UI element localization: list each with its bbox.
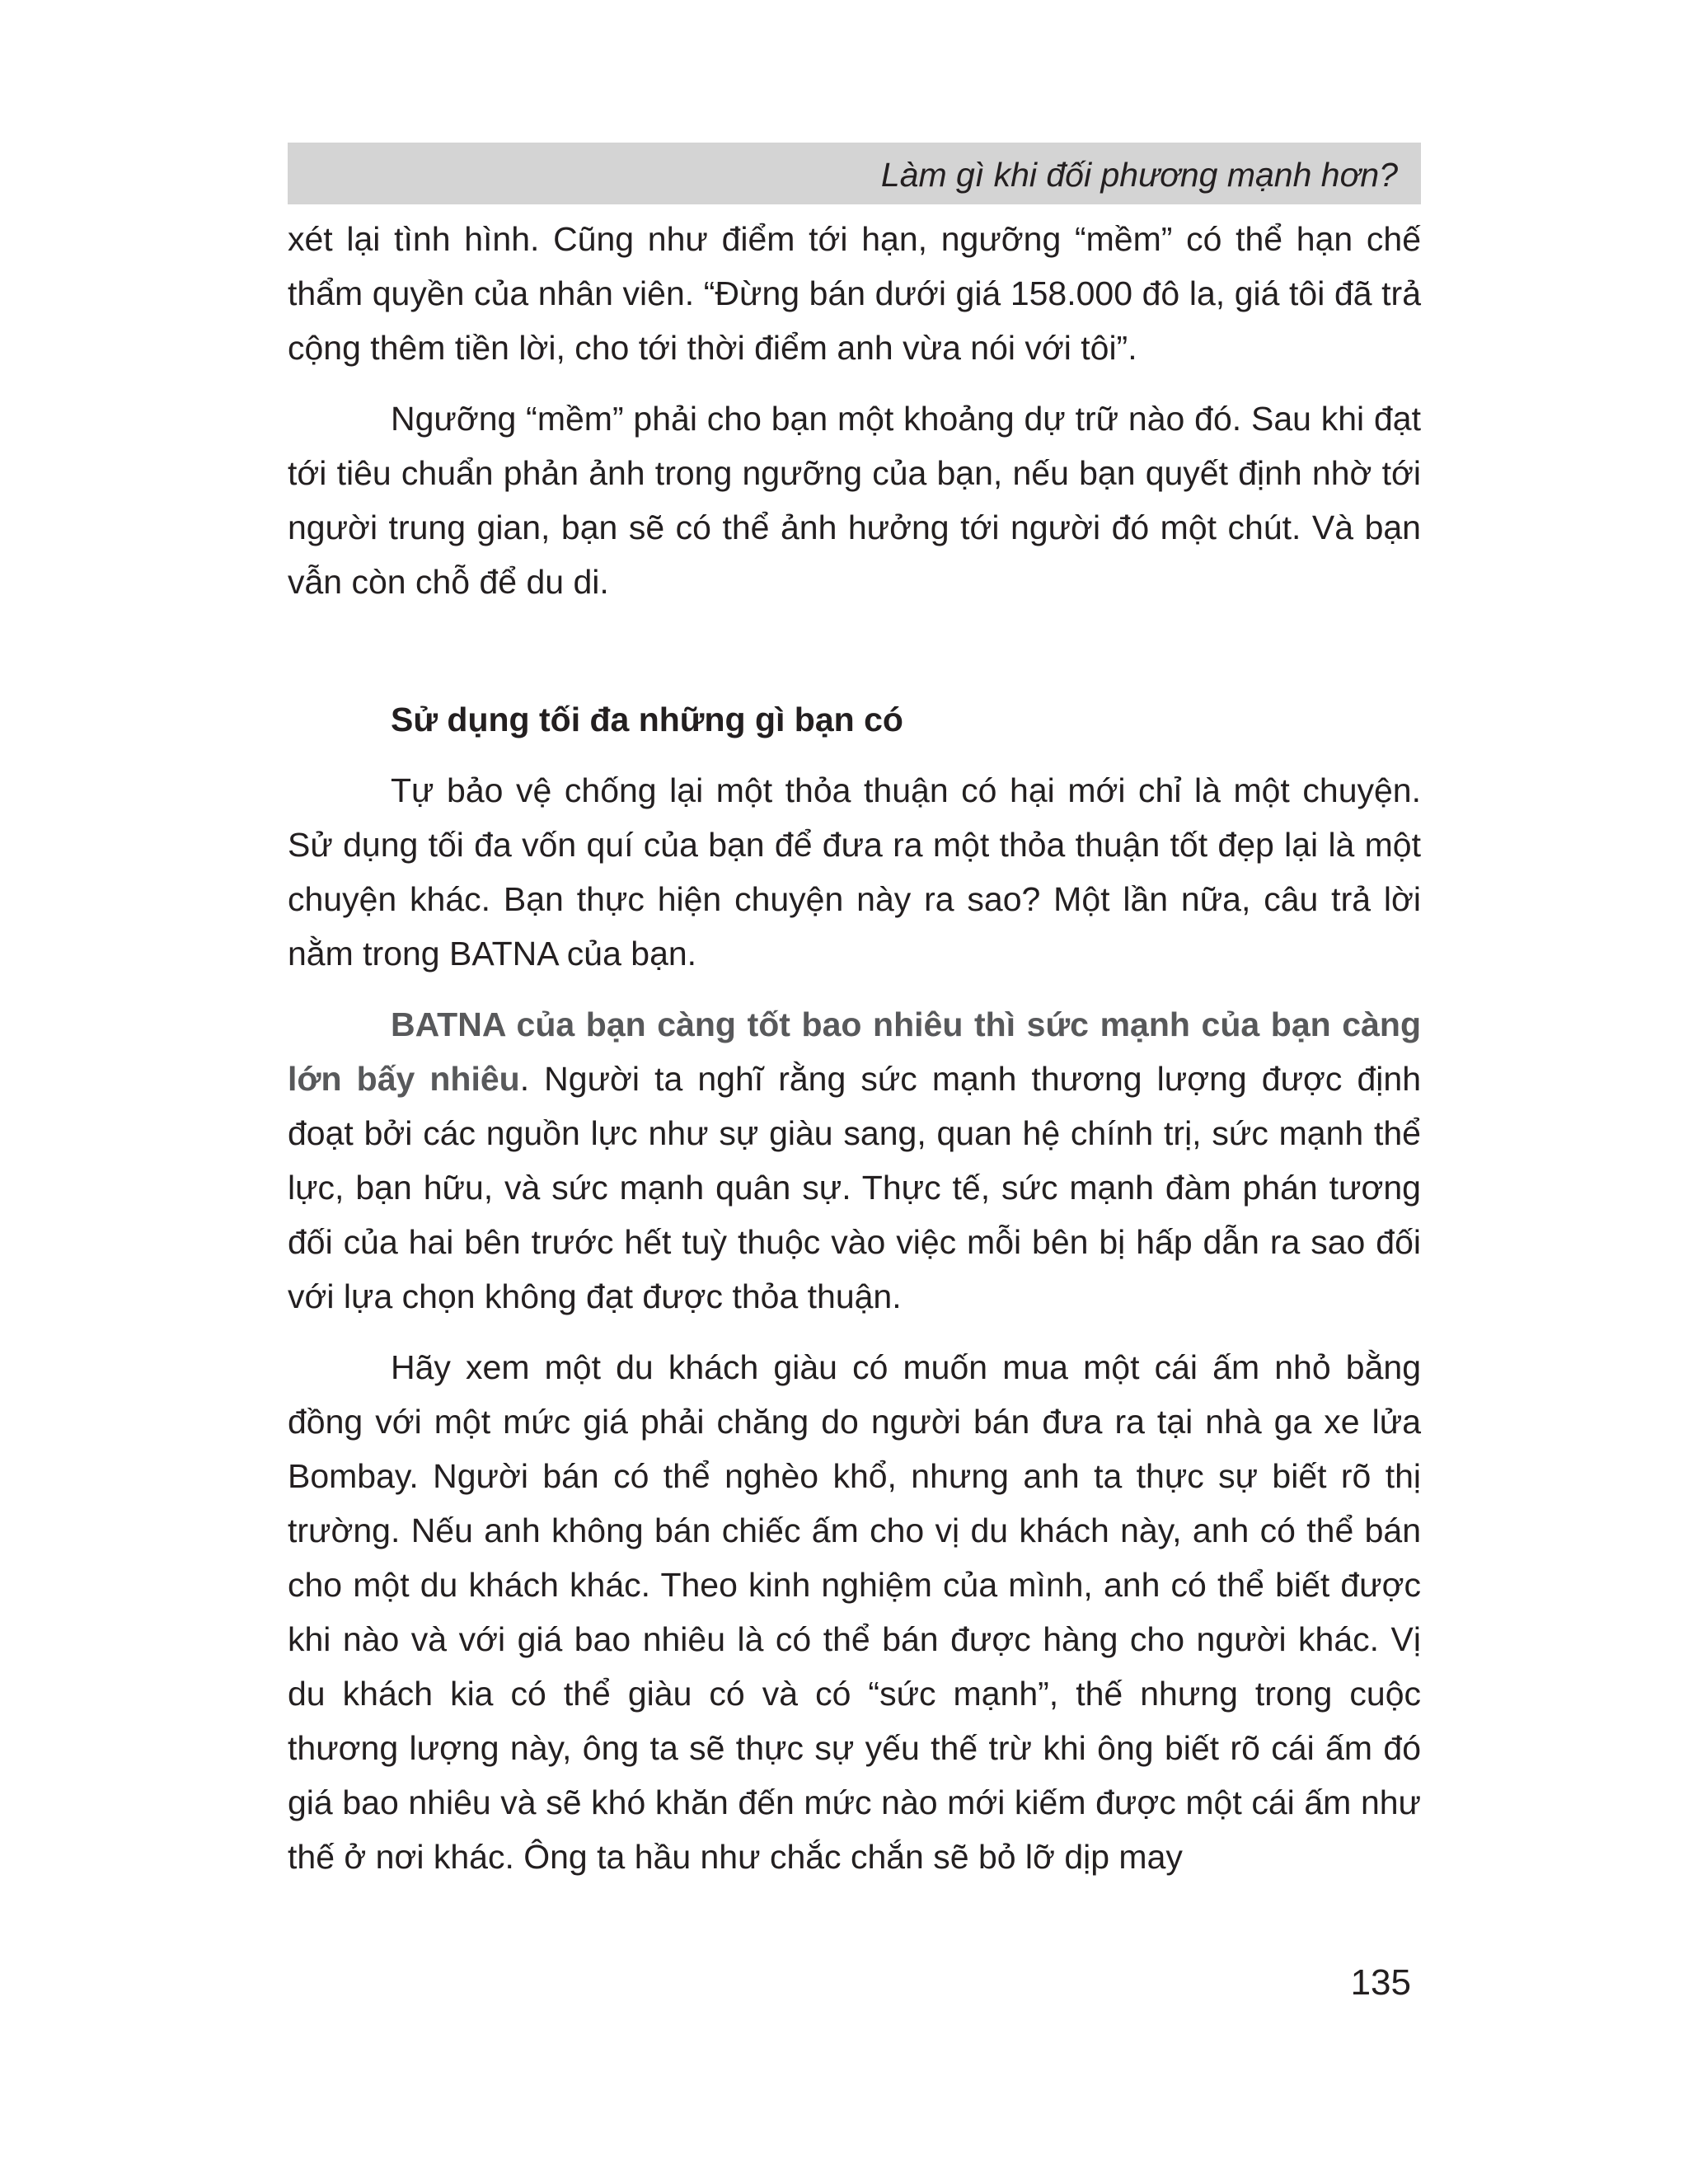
paragraph-intro: Tự bảo vệ chống lại một thỏa thuận có hại mới chỉ là một chuyện. Sử dụng tối đa vốn quí của bạn để đưa ra một thỏa thuận tốt đẹp lại là một chuyện khác. Bạn thực hiện chuyện này ra sao? Một lần nữa, câu trả lời nằm trong BATNA của bạn. <box>288 771 1421 972</box>
paragraph-text: . Người ta nghĩ rằng sức mạnh thương lượng được định đoạt bởi các nguồn lực như sự giàu sang, quan hệ chính trị, sức mạnh thể lực, bạn hữu, và sức mạnh quân sự. Thực tế, sức mạnh đàm phán tương đối của hai bên trước hết tuỳ thuộc vào việc mỗi bên bị hấp dẫn ra sao đối với lựa chọn không đạt được thỏa thuận. <box>288 1060 1422 1315</box>
emphasis-text: BATNA của bạn càng tốt bao nhiêu thì sức mạnh của bạn càng lớn bấy nhiêu <box>288 1005 1421 1098</box>
paragraph-continuation: xét lại tình hình. Cũng như điểm tới hạn, ngưỡng “mềm” có thể hạn chế thẩm quyền của nhân viên. “Đừng bán dưới giá 158.000 đô la, giá tôi đã trả cộng thêm tiền lời, cho tới thời điểm anh vừa nói với tôi”. <box>288 220 1421 367</box>
paragraph-batna-power <box>288 997 1421 1324</box>
page-number: 135 <box>1350 1962 1411 2003</box>
body-text-top <box>288 212 1421 609</box>
paragraph-soft-threshold: Ngưỡng “mềm” phải cho bạn một khoảng dự trữ nào đó. Sau khi đạt tới tiêu chuẩn phản ảnh trong ngưỡng của bạn, nếu bạn quyết định nhờ tới người trung gian, bạn sẽ có thể ảnh hưởng tới người đó một chút. Và bạn vẫn còn chỗ để du di. <box>288 400 1421 601</box>
running-header-bar <box>288 143 1421 204</box>
section-heading: Sử dụng tối đa những gì bạn có <box>391 701 903 738</box>
paragraph-bombay-example: Hãy xem một du khách giàu có muốn mua một cái ấm nhỏ bằng đồng với một mức giá phải chăng do người bán đưa ra tại nhà ga xe lửa Bombay. Người bán có thể nghèo khổ, nhưng anh ta thực sự biết rõ thị trường. Nếu anh không bán chiếc ấm cho vị du khách này, anh có thể bán cho một du khách khác. Theo kinh nghiệm của mình, anh có thể biết được khi nào và với giá bao nhiêu là có thể bán được hàng cho người khác. Vị du khách kia có thể giàu có và có “sức mạnh”, thế nhưng trong cuộc thương lượng này, ông ta sẽ thực sự yếu thế trừ khi ông biết rõ cái ấm đó giá bao nhiêu và sẽ khó khăn đến mức nào mới kiếm được một cái ấm như thế ở nơi khác. Ông ta hầu như chắc chắn sẽ bỏ lỡ dịp may <box>288 1348 1421 1876</box>
running-header-title: Làm gì khi đối phương mạnh hơn? <box>880 156 1398 194</box>
body-text-section <box>288 763 1421 1884</box>
